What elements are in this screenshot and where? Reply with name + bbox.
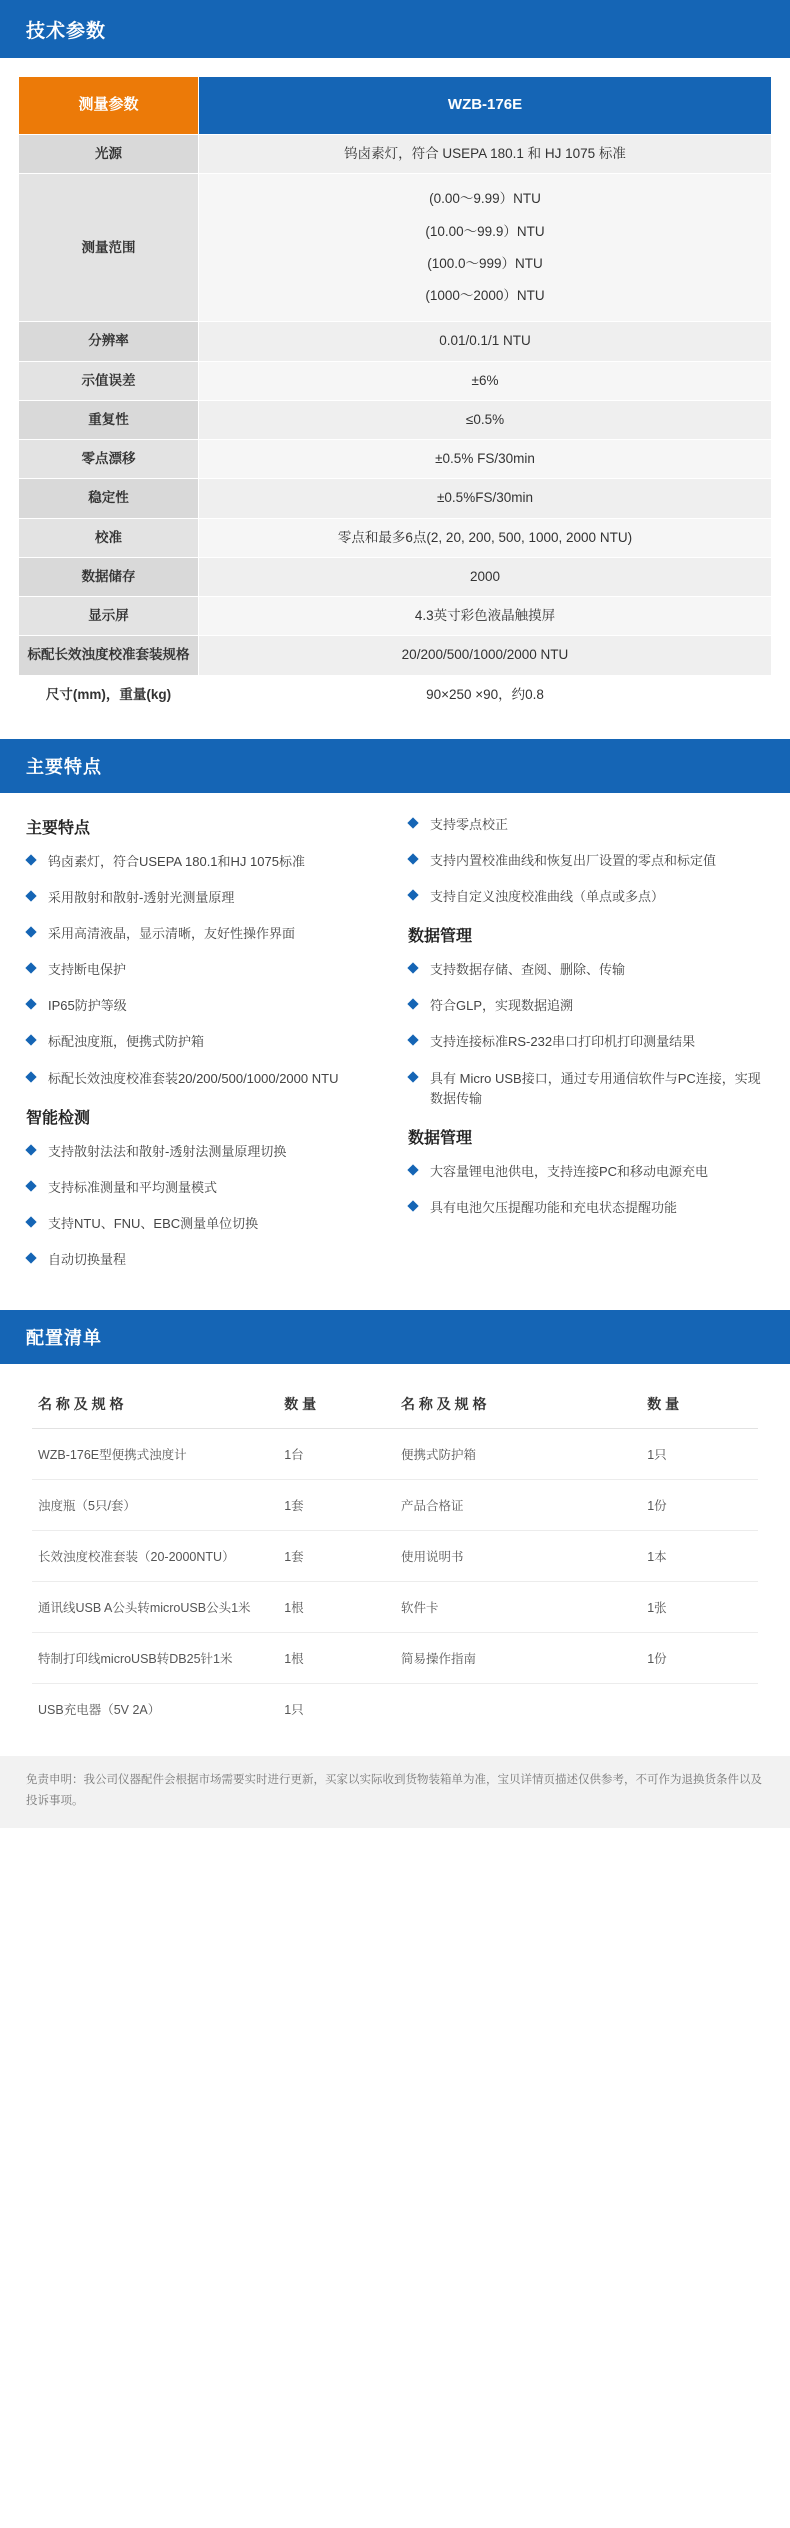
spec-key: 重复性 [19,400,199,439]
diamond-bullet-icon [25,1180,36,1191]
diamond-bullet-icon [25,854,36,865]
config-cell: 1台 [278,1429,395,1480]
specifications-banner-title: 技术参数 [26,20,107,42]
list-item-text: 钨卤素灯，符合USEPA 180.1和HJ 1075标准 [48,853,305,869]
list-item [26,1250,382,1270]
feature-list [26,852,382,1089]
diamond-bullet-icon [407,963,418,974]
list-item-text: 支持连接标准RS-232串口打印机打印测量结果 [430,1034,696,1050]
list-item [408,1162,764,1182]
table-row [19,322,772,361]
spec-value: 4.3英寸彩色液晶触摸屏 [199,597,772,636]
list-item-text: 支持断电保护 [48,962,127,978]
config-cell: 1本 [641,1531,758,1582]
feature-list [408,1162,764,1218]
feature-group-title: 数据管理 [408,1129,473,1147]
spec-value: 0.01/0.1/1 NTU [199,322,772,361]
section-banner-features [0,739,790,793]
table-row [19,400,772,439]
feature-group-title: 主要特点 [26,819,91,837]
spec-range-line: (0.00～9.99）NTU [429,191,541,207]
table-row [19,557,772,596]
section-banner-specifications [0,0,790,58]
config-cell [641,1684,758,1735]
list-item [26,1214,382,1234]
list-item-text: 自动切换量程 [48,1252,127,1268]
list-item-text: 符合GLP，实现数据追溯 [430,998,574,1014]
config-cell: 简易操作指南 [395,1633,641,1684]
table-row [32,1582,758,1633]
list-item-text: 采用散射和散射-透射光测量原理 [48,889,235,905]
table-row [19,479,772,518]
spec-value: 2000 [199,557,772,596]
diamond-bullet-icon [25,890,36,901]
list-item-text: 支持零点校正 [430,816,509,832]
diamond-bullet-icon [25,1144,36,1155]
config-cell [395,1684,641,1735]
features-content [0,793,790,1297]
table-row [19,174,772,322]
specifications-table [18,76,772,715]
disclaimer-text: 免责申明：我公司仪器配件会根据市场需要实时进行更新，买家以实际收到货物装箱单为准，宝贝详情页描述仅供参考，不可作为退换货条件以及投诉事项。 [0,1756,790,1827]
diamond-bullet-icon [25,1216,36,1227]
list-item [408,887,764,907]
list-item-text: 支持内置校准曲线和恢复出厂设置的零点和标定值 [430,852,717,868]
features-banner-title: 主要特点 [26,756,102,777]
feature-list [408,960,764,1109]
config-cell: 1份 [641,1480,758,1531]
features-right-column [408,815,764,1287]
config-cell: 特制打印线microUSB转DB25针1米 [32,1633,278,1684]
configuration-table [32,1384,758,1734]
section-banner-configuration [0,1310,790,1364]
spec-range-line: (100.0～999）NTU [427,255,543,271]
config-cell: 通讯线USB A公头转microUSB公头1米 [32,1582,278,1633]
diamond-bullet-icon [407,889,418,900]
list-item-text: 具有 Micro USB接口，通过专用通信软件与PC连接，实现数据传输 [430,1070,761,1106]
config-header-qty-1: 数 量 [278,1384,395,1429]
diamond-bullet-icon [407,1035,418,1046]
config-cell: 1张 [641,1582,758,1633]
config-cell: 产品合格证 [395,1480,641,1531]
config-cell: 1份 [641,1633,758,1684]
diamond-bullet-icon [407,999,418,1010]
list-item [408,1069,764,1109]
spec-key: 测量范围 [19,174,199,322]
spec-header-model: WZB-176E [199,77,772,135]
table-row [19,518,772,557]
spec-range-line: (10.00～99.9）NTU [425,223,545,239]
diamond-bullet-icon [407,853,418,864]
spec-value: ±6% [199,361,772,400]
list-item [26,960,382,980]
table-row [19,440,772,479]
table-row [19,135,772,174]
list-item [408,1198,764,1218]
list-item-text: 支持标准测量和平均测量模式 [48,1179,218,1195]
list-item [26,1032,382,1052]
spec-key: 显示屏 [19,597,199,636]
diamond-bullet-icon [407,1071,418,1082]
list-item-text: 标配长效浊度校准套装20/200/500/1000/2000 NTU [48,1070,339,1086]
config-cell: 长效浊度校准套装（20-2000NTU） [32,1531,278,1582]
configuration-table-wrapper [0,1364,790,1740]
list-item-text: 标配浊度瓶，便携式防护箱 [48,1034,205,1050]
diamond-bullet-icon [407,1164,418,1175]
feature-list [26,1142,382,1271]
config-cell: 1根 [278,1633,395,1684]
table-row [19,361,772,400]
config-cell: USB充电器（5V 2A） [38,1703,161,1718]
list-item [408,1032,764,1052]
config-cell: 1只 [284,1703,304,1718]
spec-key: 示值误差 [19,361,199,400]
table-row [19,636,772,675]
spec-value: ±0.5%FS/30min [199,479,772,518]
list-item [26,996,382,1016]
spec-value: ≤0.5% [199,400,772,439]
spec-header-parameter: 测量参数 [19,77,199,135]
table-row [32,1684,758,1735]
config-header-row [32,1384,758,1429]
table-row [32,1480,758,1531]
config-cell: 1根 [278,1582,395,1633]
feature-list [408,815,764,907]
spec-key: 数据储存 [19,557,199,596]
diamond-bullet-icon [407,817,418,828]
config-header-name-1: 名 称 及 规 格 [32,1384,278,1429]
configuration-banner-title: 配置清单 [26,1328,102,1349]
list-item-text: 支持散射法法和散射-透射法测量原理切换 [48,1143,287,1159]
config-header-name-2: 名 称 及 规 格 [395,1384,641,1429]
feature-group-title: 数据管理 [408,928,473,946]
spec-key: 标配长效浊度校准套装规格 [19,636,199,675]
diamond-bullet-icon [25,1071,36,1082]
spec-value: 零点和最多6点(2, 20, 200, 500, 1000, 2000 NTU) [199,518,772,557]
list-item [408,960,764,980]
config-cell: 1套 [278,1531,395,1582]
config-cell: 1只 [641,1429,758,1480]
table-row [19,597,772,636]
table-row [32,1531,758,1582]
list-item-text: 采用高清液晶，显示清晰，友好性操作界面 [48,926,296,942]
config-cell: 使用说明书 [395,1531,641,1582]
list-item [408,815,764,835]
list-item [408,851,764,871]
list-item-text: 大容量锂电池供电，支持连接PC和移动电源充电 [430,1163,709,1179]
list-item [408,996,764,1016]
table-row [19,675,772,714]
spec-value: 90×250 ×90，约0.8 [199,675,772,714]
specifications-table-wrapper [0,58,790,715]
spec-value: 钨卤素灯，符合 USEPA 180.1 和 HJ 1075 标准 [199,135,772,174]
diamond-bullet-icon [25,1035,36,1046]
config-header-qty-2: 数 量 [641,1384,758,1429]
list-item [26,852,382,872]
spec-key: 零点漂移 [19,440,199,479]
list-item [26,1178,382,1198]
list-item [26,888,382,908]
spec-value-multiline [199,174,772,322]
spec-value: ±0.5% FS/30min [199,440,772,479]
table-row [32,1633,758,1684]
config-cell: 软件卡 [395,1582,641,1633]
feature-group-title: 智能检测 [26,1109,91,1127]
list-item-text: 具有电池欠压提醒功能和充电状态提醒功能 [430,1200,678,1216]
list-item-text: 支持NTU、FNU、EBC测量单位切换 [48,1216,259,1232]
table-row [32,1429,758,1480]
diamond-bullet-icon [25,999,36,1010]
spec-key: 光源 [19,135,199,174]
spec-range-line: (1000～2000）NTU [425,288,545,303]
list-item [26,1142,382,1162]
spec-key: 校准 [19,518,199,557]
spec-key: 分辨率 [19,322,199,361]
diamond-bullet-icon [25,963,36,974]
diamond-bullet-icon [25,926,36,937]
list-item-text: IP65防护等级 [48,998,127,1014]
config-cell: 浊度瓶（5只/套） [32,1480,278,1531]
config-cell: WZB-176E型便携式浊度计 [32,1429,278,1480]
list-item-text: 支持数据存储、查阅、删除、传输 [430,962,626,978]
config-cell: 便携式防护箱 [395,1429,641,1480]
config-cell: 1套 [278,1480,395,1531]
list-item-text: 支持自定义浊度校准曲线（单点或多点） [430,889,665,905]
features-left-column [26,815,382,1287]
spec-header-row [19,77,772,135]
list-item [26,924,382,944]
spec-key: 尺寸(mm)，重量(kg) [19,675,199,714]
diamond-bullet-icon [25,1252,36,1263]
list-item [26,1069,382,1089]
spec-value: 20/200/500/1000/2000 NTU [199,636,772,675]
spec-key: 稳定性 [19,479,199,518]
diamond-bullet-icon [407,1200,418,1211]
